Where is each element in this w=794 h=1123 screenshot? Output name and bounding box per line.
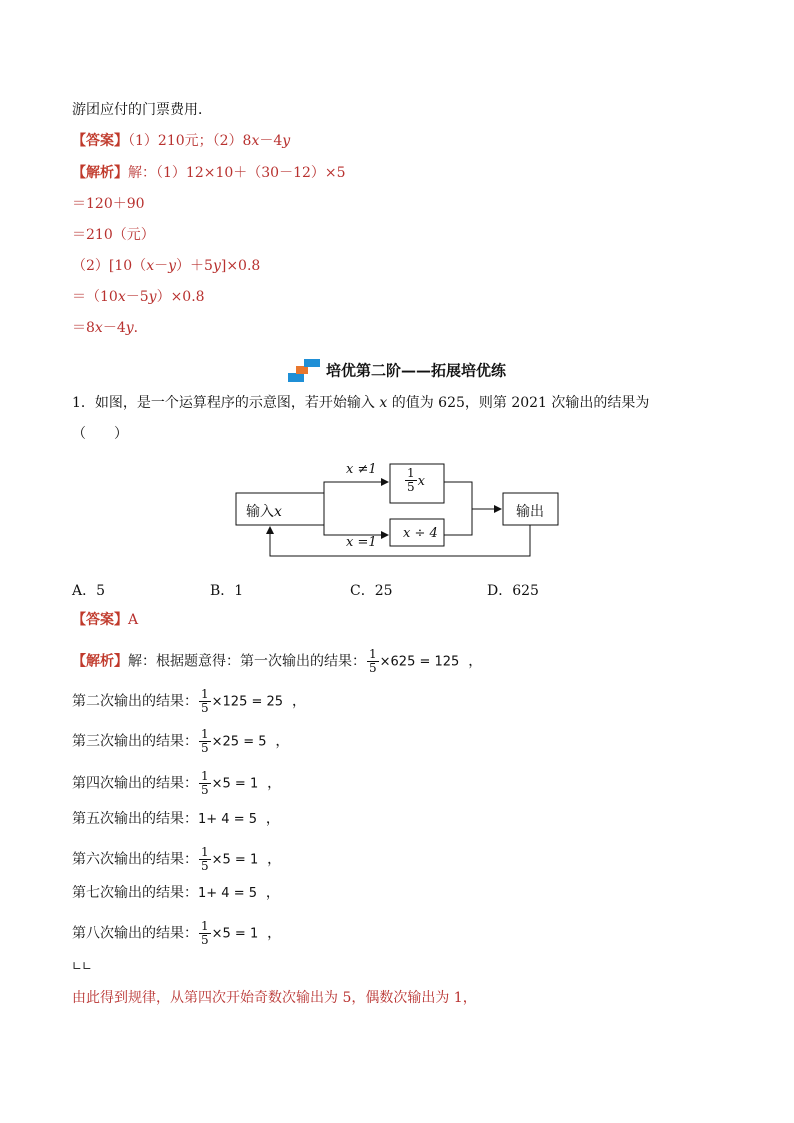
analysis-row	[72, 846, 281, 873]
analysis-text: ）＋5	[176, 258, 213, 274]
text: 输入	[246, 504, 274, 520]
analysis-text: 解：（1）12×10＋（30－12）×5	[128, 165, 346, 181]
condition-top-label: x ≠1	[346, 462, 377, 477]
fraction	[199, 728, 211, 755]
fraction	[199, 920, 211, 947]
analysis-row	[72, 770, 281, 797]
analysis-text: （2）[10（	[72, 258, 147, 274]
analysis-tag: 【解析】	[72, 653, 128, 670]
var: y	[168, 258, 177, 274]
analysis-text: ．	[133, 320, 148, 336]
var: x	[379, 395, 388, 411]
answer-tag: 【答案】	[72, 612, 128, 628]
choice-c: C．25	[350, 583, 393, 599]
fraction	[199, 688, 211, 715]
denominator: 5	[369, 661, 377, 675]
text-line	[72, 100, 212, 120]
var: y	[212, 258, 221, 274]
fraction	[199, 770, 211, 797]
var: x	[94, 320, 103, 336]
comma: ，	[258, 925, 282, 942]
analysis-line	[72, 194, 145, 214]
row-label: 第三次输出的结果：	[72, 733, 198, 750]
analysis-text: －	[154, 258, 169, 274]
math-expr: ×625 = 125	[379, 654, 460, 670]
question-line	[72, 424, 128, 444]
math-expr: ×5 = 1	[211, 852, 259, 868]
merge-line	[444, 482, 472, 535]
numerator: 1	[201, 687, 209, 701]
branch-bottom-arrow	[324, 509, 388, 535]
analysis-row	[72, 883, 280, 904]
comma: ，	[257, 885, 280, 901]
row-label: 第五次输出的结果：	[72, 811, 198, 827]
question-text: 1．如图，是一个运算程序的示意图，若开始输入	[72, 395, 375, 411]
analysis-text: ]×0.8	[220, 258, 261, 274]
analysis-text: ＝210（元）	[72, 227, 155, 243]
answer-tag: 【答案】	[72, 133, 128, 149]
section-title	[0, 359, 794, 383]
numerator: 1	[201, 727, 209, 741]
var: x	[146, 258, 155, 274]
comma: ，	[257, 811, 280, 827]
math-expr: 1+ 4 = 5	[198, 886, 257, 901]
question-line	[72, 393, 649, 413]
denominator: 5	[201, 741, 209, 755]
var: y	[125, 320, 134, 336]
comma: ，	[468, 653, 483, 670]
answer-text: A	[128, 612, 139, 628]
comma: ，	[258, 775, 282, 792]
denominator: 5	[201, 859, 209, 873]
analysis-line	[72, 648, 482, 675]
analysis-row	[72, 688, 306, 715]
analysis-line	[72, 287, 205, 307]
analysis-text: ＝（10	[72, 289, 118, 305]
analysis-row	[72, 728, 289, 755]
math-expr: ×5 = 1	[211, 776, 259, 792]
output-label: 输出	[516, 504, 544, 520]
math-expr: ×25 = 5	[211, 734, 267, 750]
ellipsis: ∟∟	[72, 959, 93, 973]
denominator: 5	[201, 933, 209, 947]
analysis-line	[72, 318, 148, 338]
choice-a: A．5	[72, 583, 106, 599]
conclusion: 由此得到规律，从第四次开始奇数次输出为 5，偶数次输出为 1，	[72, 990, 477, 1006]
var: x	[117, 289, 126, 305]
section-title-text: 培优第二阶——拓展培优练	[325, 361, 506, 380]
var: x	[251, 133, 260, 149]
fraction	[405, 467, 417, 494]
branch-top-arrow	[324, 482, 388, 509]
choice-d: D．625	[487, 583, 539, 599]
box-bottom-expr: x ÷ 4	[403, 526, 438, 541]
fraction	[199, 846, 211, 873]
row-label: 第八次输出的结果：	[72, 925, 198, 942]
answer-line	[72, 610, 138, 630]
answer-text: （1）210元；（2）8	[128, 133, 252, 149]
var: y	[282, 133, 291, 149]
analysis-text: ＝8	[72, 320, 95, 336]
analysis-row	[72, 809, 280, 830]
row-label: 第六次输出的结果：	[72, 851, 198, 868]
denominator: 5	[407, 480, 415, 494]
comma: ，	[258, 851, 282, 868]
analysis-text: －5	[125, 289, 149, 305]
box-top-expr	[404, 467, 425, 494]
answer-line	[72, 131, 290, 151]
numerator: 1	[407, 466, 415, 480]
row-label: 第二次输出的结果：	[72, 693, 198, 710]
stairs-logo-icon	[288, 359, 322, 383]
input-label	[246, 501, 282, 521]
var: y	[148, 289, 157, 305]
fraction	[367, 648, 379, 675]
math-expr: ×125 = 25	[211, 694, 284, 710]
condition-bottom-label: x =1	[346, 535, 377, 550]
answer-text: －4	[259, 133, 283, 149]
comma: ，	[283, 693, 306, 710]
numerator: 1	[201, 769, 209, 783]
analysis-text: ）×0.8	[156, 289, 205, 305]
denominator: 5	[201, 701, 209, 715]
analysis-text: －4	[102, 320, 126, 336]
var: x	[274, 504, 282, 520]
var: x	[417, 474, 425, 489]
analysis-line	[72, 163, 346, 183]
comma: ，	[266, 733, 290, 750]
analysis-tag: 【解析】	[72, 165, 128, 181]
question-text: 的值为 625，则第 2021 次输出的结果为	[391, 395, 650, 411]
question-text: （ ）	[72, 426, 128, 442]
text: 游团应付的门票费用．	[72, 102, 212, 118]
choice-b: B．1	[210, 583, 244, 599]
numerator: 1	[369, 647, 377, 661]
numerator: 1	[201, 919, 209, 933]
analysis-line	[72, 256, 260, 276]
row-label: 第七次输出的结果：	[72, 885, 198, 901]
flowchart-diagram	[0, 455, 794, 595]
math-expr: ×5 = 1	[211, 926, 259, 942]
analysis-line	[72, 225, 155, 245]
analysis-text: ＝120＋90	[72, 196, 145, 212]
math-expr: 1+ 4 = 5	[198, 812, 257, 827]
row-label: 第四次输出的结果：	[72, 775, 198, 792]
numerator: 1	[201, 845, 209, 859]
analysis-text: 解：根据题意得：第一次输出的结果：	[128, 653, 366, 670]
denominator: 5	[201, 783, 209, 797]
analysis-row	[72, 920, 281, 947]
